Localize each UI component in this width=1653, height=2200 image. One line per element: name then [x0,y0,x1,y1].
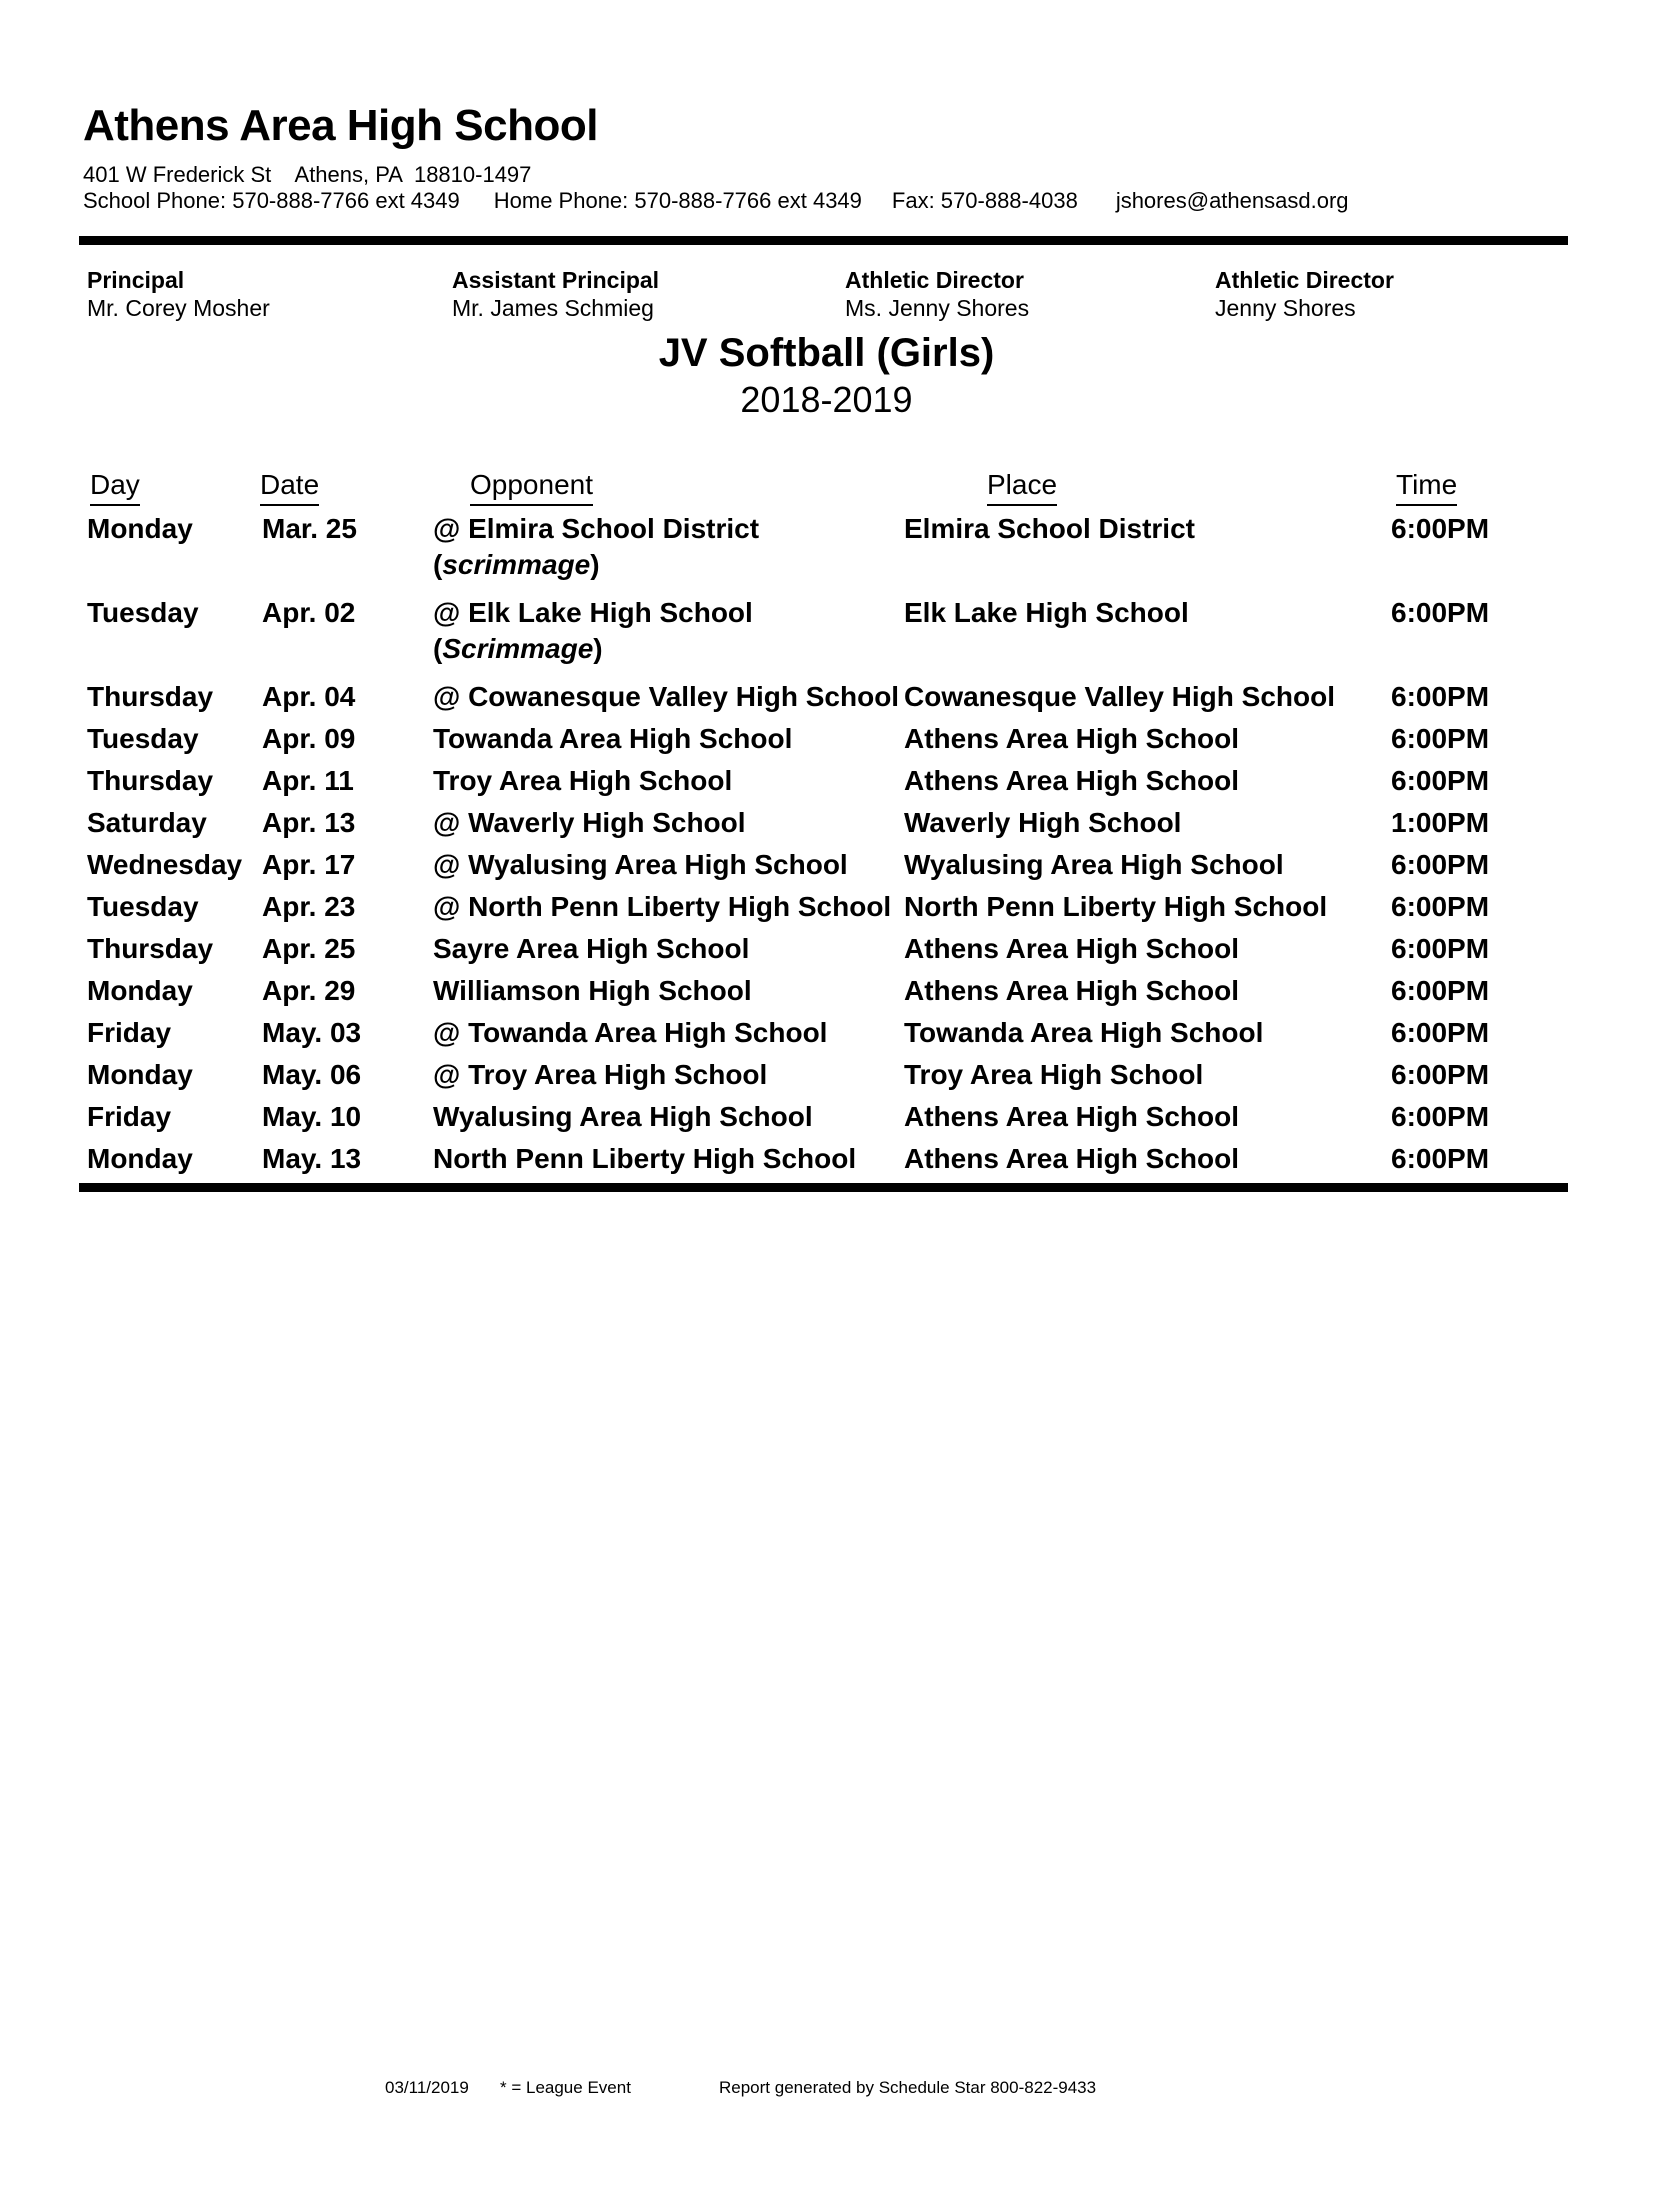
opponent-name: @ Towanda Area High School [433,1017,828,1048]
school-name: Athens Area High School [83,101,598,150]
table-row [0,931,1653,973]
page-footer [0,2078,1653,2102]
opponent-name: @ Waverly High School [433,807,746,838]
cell-day: Saturday [87,807,207,838]
cell-place: Athens Area High School [904,1143,1240,1174]
cell-opponent [433,1057,908,1093]
school-phone: School Phone: 570-888-7766 ext 4349 [83,188,460,213]
cell-time: 6:00PM [1391,975,1490,1006]
contact-line [83,189,1349,213]
staff-title: Athletic Director [845,267,1024,293]
cell-opponent [433,1015,908,1051]
cell-date: May. 06 [262,1059,362,1090]
cell-day: Wednesday [87,849,243,880]
cell-day: Friday [87,1017,172,1048]
schedule-rows [0,511,1653,1183]
cell-date: May. 10 [262,1101,362,1132]
cell-day: Monday [87,975,193,1006]
table-row [0,721,1653,763]
cell-date: Apr. 09 [262,723,356,754]
opponent-name: Towanda Area High School [433,723,793,754]
cell-day: Thursday [87,765,214,796]
opponent-name: Sayre Area High School [433,933,750,964]
table-row [0,973,1653,1015]
table-row [0,1057,1653,1099]
cell-place: Troy Area High School [904,1059,1204,1090]
cell-date: Apr. 04 [262,681,356,712]
sport-title: JV Softball (Girls) [658,331,995,375]
cell-opponent [433,847,908,883]
cell-place: Elk Lake High School [904,597,1189,628]
opponent-note [433,547,908,583]
col-header-opponent: Opponent [470,467,593,506]
staff-athletic-director-1 [845,266,1029,322]
cell-place: Athens Area High School [904,1101,1240,1132]
table-row [0,595,1653,679]
report-date: 03/11/2019 [385,2078,469,2097]
top-divider-rule [79,236,1568,245]
school-address: 401 W Frederick St Athens, PA 18810-1497 [83,162,532,187]
cell-opponent [433,721,908,757]
cell-time: 6:00PM [1391,849,1490,880]
close-paren: ) [593,633,603,664]
note-word: scrimmage [442,549,591,580]
cell-date: Apr. 02 [262,597,356,628]
staff-title: Athletic Director [1215,267,1394,293]
col-header-time: Time [1396,467,1457,506]
cell-date: Apr. 29 [262,975,356,1006]
cell-place: Athens Area High School [904,933,1240,964]
table-row [0,1015,1653,1057]
cell-opponent [433,889,908,925]
opponent-name: Williamson High School [433,975,752,1006]
cell-date: Apr. 11 [262,765,354,796]
opponent-name: @ Wyalusing Area High School [433,849,848,880]
table-row [0,511,1653,595]
letterhead [83,102,1349,213]
opponent-name: @ Troy Area High School [433,1059,768,1090]
cell-date: Apr. 25 [262,933,356,964]
home-phone: Home Phone: 570-888-7766 ext 4349 [493,188,862,213]
cell-day: Monday [87,1143,193,1174]
col-header-day: Day [90,467,140,506]
cell-opponent [433,679,908,715]
opponent-name: Wyalusing Area High School [433,1101,813,1132]
bottom-divider-rule [79,1183,1568,1192]
cell-place: Cowanesque Valley High School [904,681,1335,712]
opponent-note [433,631,908,667]
cell-time: 6:00PM [1391,513,1490,544]
cell-opponent [433,1141,908,1177]
staff-section [0,266,1653,336]
staff-name: Mr. James Schmieg [452,295,654,321]
cell-place: Elmira School District [904,513,1195,544]
contact-email: jshores@athensasd.org [1115,188,1349,213]
cell-place: Athens Area High School [904,765,1240,796]
opponent-name: North Penn Liberty High School [433,1143,857,1174]
cell-date: May. 03 [262,1017,362,1048]
fax-number: Fax: 570-888-4038 [891,188,1078,213]
opponent-name: @ Elk Lake High School [433,597,753,628]
staff-title: Principal [87,267,185,293]
cell-day: Thursday [87,681,214,712]
table-row [0,1099,1653,1141]
col-header-date: Date [260,467,319,506]
staff-title: Assistant Principal [452,267,660,293]
open-paren: ( [433,633,443,664]
cell-place: North Penn Liberty High School [904,891,1328,922]
cell-day: Thursday [87,933,214,964]
cell-opponent [433,973,908,1009]
cell-date: Apr. 13 [262,807,356,838]
cell-day: Monday [87,1059,193,1090]
cell-place: Athens Area High School [904,723,1240,754]
table-row [0,889,1653,931]
staff-name: Ms. Jenny Shores [845,295,1030,321]
title-block [0,330,1653,422]
cell-day: Tuesday [87,891,199,922]
staff-principal [87,266,270,322]
cell-place: Waverly High School [904,807,1182,838]
cell-day: Tuesday [87,723,199,754]
cell-time: 6:00PM [1391,765,1490,796]
cell-time: 6:00PM [1391,723,1490,754]
cell-opponent [433,1099,908,1135]
cell-place: Athens Area High School [904,975,1240,1006]
cell-date: Apr. 23 [262,891,356,922]
cell-opponent [433,511,908,583]
table-row [0,1141,1653,1183]
staff-name: Jenny Shores [1215,295,1356,321]
league-event-legend: * = League Event [500,2078,631,2097]
cell-time: 1:00PM [1391,807,1490,838]
cell-time: 6:00PM [1391,681,1490,712]
cell-time: 6:00PM [1391,1059,1490,1090]
cell-place: Wyalusing Area High School [904,849,1284,880]
table-row [0,805,1653,847]
cell-opponent [433,805,908,841]
cell-date: Apr. 17 [262,849,356,880]
cell-time: 6:00PM [1391,1143,1490,1174]
schedule-header-row [0,467,1653,511]
col-header-place: Place [987,467,1057,506]
opponent-name: @ North Penn Liberty High School [433,891,892,922]
staff-athletic-director-2 [1215,266,1394,322]
table-row [0,847,1653,889]
cell-day: Monday [87,513,193,544]
cell-day: Tuesday [87,597,199,628]
cell-date: May. 13 [262,1143,362,1174]
schedule-table [0,467,1653,1192]
opponent-name: @ Cowanesque Valley High School [433,681,900,712]
opponent-name: @ Elmira School District [433,513,760,544]
opponent-name: Troy Area High School [433,765,733,796]
cell-time: 6:00PM [1391,891,1490,922]
cell-time: 6:00PM [1391,597,1490,628]
open-paren: ( [433,549,443,580]
season-label: 2018-2019 [740,379,913,420]
cell-opponent [433,595,908,667]
staff-assistant-principal [452,266,659,322]
cell-time: 6:00PM [1391,1017,1490,1048]
cell-time: 6:00PM [1391,933,1490,964]
cell-place: Towanda Area High School [904,1017,1264,1048]
note-word: Scrimmage [442,633,594,664]
staff-name: Mr. Corey Mosher [87,295,270,321]
cell-date: Mar. 25 [262,513,357,544]
generated-by-note: Report generated by Schedule Star 800-822-9433 [719,2078,1097,2097]
cell-opponent [433,931,908,967]
table-row [0,763,1653,805]
cell-opponent [433,763,908,799]
cell-day: Friday [87,1101,172,1132]
table-row [0,679,1653,721]
close-paren: ) [590,549,600,580]
cell-time: 6:00PM [1391,1101,1490,1132]
